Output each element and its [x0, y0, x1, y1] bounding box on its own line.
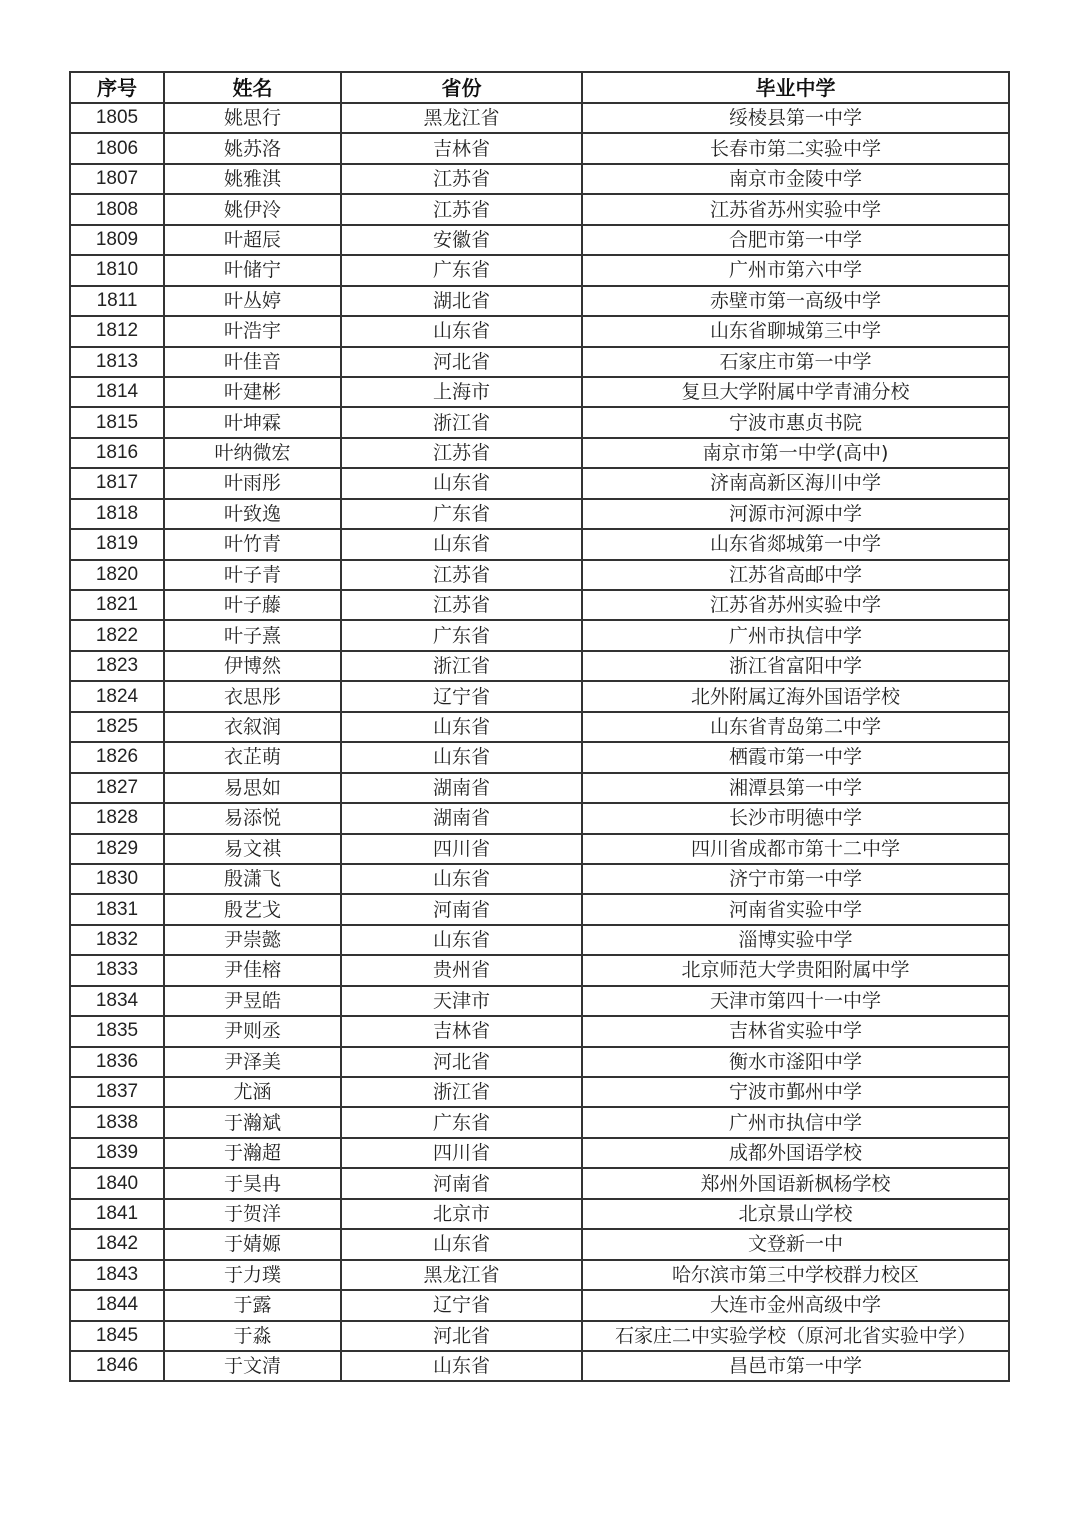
school-cell: 湘潭县第一中学 — [582, 773, 1009, 803]
serial-number-cell: 1837 — [70, 1077, 164, 1107]
table-row — [70, 255, 1009, 285]
name-cell: 叶子青 — [164, 560, 341, 590]
name-cell: 叶竹青 — [164, 529, 341, 559]
province-cell: 天津市 — [341, 986, 582, 1016]
table-row — [70, 164, 1009, 194]
school-cell: 大连市金州高级中学 — [582, 1290, 1009, 1320]
serial-number-cell: 1833 — [70, 955, 164, 985]
school-cell: 江苏省苏州实验中学 — [582, 194, 1009, 224]
serial-number-cell: 1819 — [70, 529, 164, 559]
school-cell: 山东省聊城第三中学 — [582, 316, 1009, 346]
name-cell: 伊博然 — [164, 651, 341, 681]
name-cell: 尹佳榕 — [164, 955, 341, 985]
table-row — [70, 377, 1009, 407]
province-cell: 上海市 — [341, 377, 582, 407]
name-cell: 殷艺戈 — [164, 894, 341, 924]
serial-number-cell: 1846 — [70, 1351, 164, 1381]
school-cell: 宁波市惠贞书院 — [582, 407, 1009, 437]
table-row — [70, 103, 1009, 133]
table-row — [70, 560, 1009, 590]
roster-sheet — [69, 71, 1008, 1382]
province-cell: 广东省 — [341, 1107, 582, 1137]
table-row — [70, 194, 1009, 224]
table-row — [70, 1229, 1009, 1259]
school-cell: 宁波市鄞州中学 — [582, 1077, 1009, 1107]
serial-number-cell: 1806 — [70, 133, 164, 163]
name-cell: 于瀚斌 — [164, 1107, 341, 1137]
province-cell: 黑龙江省 — [341, 1260, 582, 1290]
province-cell: 江苏省 — [341, 590, 582, 620]
school-cell: 衡水市滏阳中学 — [582, 1047, 1009, 1077]
serial-number-cell: 1809 — [70, 225, 164, 255]
serial-number-cell: 1845 — [70, 1321, 164, 1351]
table-row — [70, 925, 1009, 955]
table-row — [70, 468, 1009, 498]
table-row — [70, 1016, 1009, 1046]
serial-number-cell: 1836 — [70, 1047, 164, 1077]
header-graduating-school: 毕业中学 — [582, 72, 1009, 103]
province-cell: 山东省 — [341, 925, 582, 955]
province-cell: 江苏省 — [341, 164, 582, 194]
table-row — [70, 620, 1009, 650]
province-cell: 湖北省 — [341, 286, 582, 316]
serial-number-cell: 1832 — [70, 925, 164, 955]
province-cell: 湖南省 — [341, 803, 582, 833]
name-cell: 于瀚超 — [164, 1138, 341, 1168]
name-cell: 尹崇懿 — [164, 925, 341, 955]
school-cell: 文登新一中 — [582, 1229, 1009, 1259]
province-cell: 北京市 — [341, 1199, 582, 1229]
school-cell: 昌邑市第一中学 — [582, 1351, 1009, 1381]
province-cell: 河南省 — [341, 1168, 582, 1198]
table-row — [70, 1107, 1009, 1137]
name-cell: 于文清 — [164, 1351, 341, 1381]
serial-number-cell: 1842 — [70, 1229, 164, 1259]
school-cell: 郑州外国语新枫杨学校 — [582, 1168, 1009, 1198]
province-cell: 江苏省 — [341, 194, 582, 224]
school-cell: 石家庄二中实验学校（原河北省实验中学） — [582, 1321, 1009, 1351]
province-cell: 河北省 — [341, 1047, 582, 1077]
name-cell: 叶子熹 — [164, 620, 341, 650]
roster-table — [69, 71, 1010, 1382]
serial-number-cell: 1822 — [70, 620, 164, 650]
province-cell: 山东省 — [341, 712, 582, 742]
school-cell: 吉林省实验中学 — [582, 1016, 1009, 1046]
table-row — [70, 590, 1009, 620]
school-cell: 广州市执信中学 — [582, 620, 1009, 650]
table-row — [70, 986, 1009, 1016]
serial-number-cell: 1826 — [70, 742, 164, 772]
school-cell: 浙江省富阳中学 — [582, 651, 1009, 681]
serial-number-cell: 1838 — [70, 1107, 164, 1137]
name-cell: 殷潇飞 — [164, 864, 341, 894]
serial-number-cell: 1844 — [70, 1290, 164, 1320]
province-cell: 贵州省 — [341, 955, 582, 985]
school-cell: 济宁市第一中学 — [582, 864, 1009, 894]
name-cell: 于力璞 — [164, 1260, 341, 1290]
province-cell: 湖南省 — [341, 773, 582, 803]
school-cell: 南京市第一中学(高中) — [582, 438, 1009, 468]
province-cell: 山东省 — [341, 1229, 582, 1259]
name-cell: 姚思行 — [164, 103, 341, 133]
province-cell: 江苏省 — [341, 438, 582, 468]
table-row — [70, 438, 1009, 468]
name-cell: 尹泽美 — [164, 1047, 341, 1077]
province-cell: 吉林省 — [341, 1016, 582, 1046]
province-cell: 广东省 — [341, 255, 582, 285]
serial-number-cell: 1817 — [70, 468, 164, 498]
table-row — [70, 651, 1009, 681]
school-cell: 山东省郯城第一中学 — [582, 529, 1009, 559]
province-cell: 江苏省 — [341, 560, 582, 590]
school-cell: 绥棱县第一中学 — [582, 103, 1009, 133]
table-row — [70, 347, 1009, 377]
header-row — [70, 72, 1009, 103]
province-cell: 广东省 — [341, 620, 582, 650]
table-row — [70, 225, 1009, 255]
province-cell: 安徽省 — [341, 225, 582, 255]
name-cell: 衣思彤 — [164, 681, 341, 711]
name-cell: 易思如 — [164, 773, 341, 803]
name-cell: 衣芷萌 — [164, 742, 341, 772]
name-cell: 于婧嫄 — [164, 1229, 341, 1259]
serial-number-cell: 1830 — [70, 864, 164, 894]
school-cell: 天津市第四十一中学 — [582, 986, 1009, 1016]
school-cell: 合肥市第一中学 — [582, 225, 1009, 255]
school-cell: 北外附属辽海外国语学校 — [582, 681, 1009, 711]
name-cell: 于露 — [164, 1290, 341, 1320]
school-cell: 哈尔滨市第三中学校群力校区 — [582, 1260, 1009, 1290]
table-row — [70, 529, 1009, 559]
province-cell: 浙江省 — [341, 407, 582, 437]
serial-number-cell: 1831 — [70, 894, 164, 924]
serial-number-cell: 1840 — [70, 1168, 164, 1198]
province-cell: 山东省 — [341, 316, 582, 346]
name-cell: 尹昱皓 — [164, 986, 341, 1016]
serial-number-cell: 1843 — [70, 1260, 164, 1290]
serial-number-cell: 1810 — [70, 255, 164, 285]
table-row — [70, 133, 1009, 163]
school-cell: 南京市金陵中学 — [582, 164, 1009, 194]
table-row — [70, 499, 1009, 529]
table-row — [70, 1290, 1009, 1320]
province-cell: 吉林省 — [341, 133, 582, 163]
serial-number-cell: 1813 — [70, 347, 164, 377]
school-cell: 长春市第二实验中学 — [582, 133, 1009, 163]
name-cell: 易文祺 — [164, 834, 341, 864]
table-row — [70, 1351, 1009, 1381]
school-cell: 成都外国语学校 — [582, 1138, 1009, 1168]
school-cell: 北京景山学校 — [582, 1199, 1009, 1229]
school-cell: 山东省青岛第二中学 — [582, 712, 1009, 742]
table-row — [70, 864, 1009, 894]
serial-number-cell: 1827 — [70, 773, 164, 803]
school-cell: 栖霞市第一中学 — [582, 742, 1009, 772]
name-cell: 叶雨彤 — [164, 468, 341, 498]
name-cell: 叶佳音 — [164, 347, 341, 377]
name-cell: 尤涵 — [164, 1077, 341, 1107]
name-cell: 姚雅淇 — [164, 164, 341, 194]
name-cell: 于昊冉 — [164, 1168, 341, 1198]
table-row — [70, 1077, 1009, 1107]
province-cell: 河北省 — [341, 347, 582, 377]
table-row — [70, 407, 1009, 437]
name-cell: 于贺洋 — [164, 1199, 341, 1229]
table-row — [70, 1321, 1009, 1351]
school-cell: 广州市执信中学 — [582, 1107, 1009, 1137]
school-cell: 江苏省苏州实验中学 — [582, 590, 1009, 620]
name-cell: 姚苏洛 — [164, 133, 341, 163]
province-cell: 河南省 — [341, 894, 582, 924]
serial-number-cell: 1807 — [70, 164, 164, 194]
school-cell: 长沙市明德中学 — [582, 803, 1009, 833]
serial-number-cell: 1834 — [70, 986, 164, 1016]
province-cell: 辽宁省 — [341, 681, 582, 711]
name-cell: 叶坤霖 — [164, 407, 341, 437]
table-body — [70, 103, 1009, 1381]
table-header — [70, 72, 1009, 103]
serial-number-cell: 1814 — [70, 377, 164, 407]
province-cell: 浙江省 — [341, 1077, 582, 1107]
table-row — [70, 286, 1009, 316]
school-cell: 赤壁市第一高级中学 — [582, 286, 1009, 316]
header-serial-number: 序号 — [70, 72, 164, 103]
table-row — [70, 894, 1009, 924]
serial-number-cell: 1823 — [70, 651, 164, 681]
serial-number-cell: 1835 — [70, 1016, 164, 1046]
school-cell: 淄博实验中学 — [582, 925, 1009, 955]
school-cell: 石家庄市第一中学 — [582, 347, 1009, 377]
table-row — [70, 834, 1009, 864]
serial-number-cell: 1811 — [70, 286, 164, 316]
name-cell: 叶致逸 — [164, 499, 341, 529]
table-row — [70, 742, 1009, 772]
school-cell: 江苏省高邮中学 — [582, 560, 1009, 590]
table-row — [70, 955, 1009, 985]
school-cell: 北京师范大学贵阳附属中学 — [582, 955, 1009, 985]
serial-number-cell: 1815 — [70, 407, 164, 437]
serial-number-cell: 1805 — [70, 103, 164, 133]
header-name: 姓名 — [164, 72, 341, 103]
name-cell: 姚伊泠 — [164, 194, 341, 224]
serial-number-cell: 1820 — [70, 560, 164, 590]
school-cell: 广州市第六中学 — [582, 255, 1009, 285]
serial-number-cell: 1828 — [70, 803, 164, 833]
table-row — [70, 773, 1009, 803]
province-cell: 浙江省 — [341, 651, 582, 681]
province-cell: 四川省 — [341, 1138, 582, 1168]
province-cell: 四川省 — [341, 834, 582, 864]
table-row — [70, 1138, 1009, 1168]
serial-number-cell: 1818 — [70, 499, 164, 529]
serial-number-cell: 1829 — [70, 834, 164, 864]
name-cell: 叶建彬 — [164, 377, 341, 407]
school-cell: 河南省实验中学 — [582, 894, 1009, 924]
name-cell: 叶子藤 — [164, 590, 341, 620]
school-cell: 复旦大学附属中学青浦分校 — [582, 377, 1009, 407]
school-cell: 四川省成都市第十二中学 — [582, 834, 1009, 864]
province-cell: 山东省 — [341, 529, 582, 559]
name-cell: 易添悦 — [164, 803, 341, 833]
province-cell: 河北省 — [341, 1321, 582, 1351]
table-row — [70, 803, 1009, 833]
table-row — [70, 1260, 1009, 1290]
table-row — [70, 712, 1009, 742]
table-row — [70, 1047, 1009, 1077]
province-cell: 山东省 — [341, 742, 582, 772]
name-cell: 尹则丞 — [164, 1016, 341, 1046]
school-cell: 河源市河源中学 — [582, 499, 1009, 529]
name-cell: 叶储宁 — [164, 255, 341, 285]
serial-number-cell: 1839 — [70, 1138, 164, 1168]
school-cell: 济南高新区海川中学 — [582, 468, 1009, 498]
name-cell: 叶纳微宏 — [164, 438, 341, 468]
serial-number-cell: 1816 — [70, 438, 164, 468]
province-cell: 山东省 — [341, 864, 582, 894]
province-cell: 辽宁省 — [341, 1290, 582, 1320]
serial-number-cell: 1824 — [70, 681, 164, 711]
header-province: 省份 — [341, 72, 582, 103]
province-cell: 山东省 — [341, 468, 582, 498]
serial-number-cell: 1812 — [70, 316, 164, 346]
province-cell: 黑龙江省 — [341, 103, 582, 133]
province-cell: 山东省 — [341, 1351, 582, 1381]
table-row — [70, 316, 1009, 346]
name-cell: 叶浩宇 — [164, 316, 341, 346]
serial-number-cell: 1808 — [70, 194, 164, 224]
name-cell: 衣叙润 — [164, 712, 341, 742]
serial-number-cell: 1821 — [70, 590, 164, 620]
serial-number-cell: 1825 — [70, 712, 164, 742]
name-cell: 叶超辰 — [164, 225, 341, 255]
serial-number-cell: 1841 — [70, 1199, 164, 1229]
name-cell: 于淼 — [164, 1321, 341, 1351]
table-row — [70, 1199, 1009, 1229]
name-cell: 叶丛婷 — [164, 286, 341, 316]
table-row — [70, 1168, 1009, 1198]
table-row — [70, 681, 1009, 711]
province-cell: 广东省 — [341, 499, 582, 529]
